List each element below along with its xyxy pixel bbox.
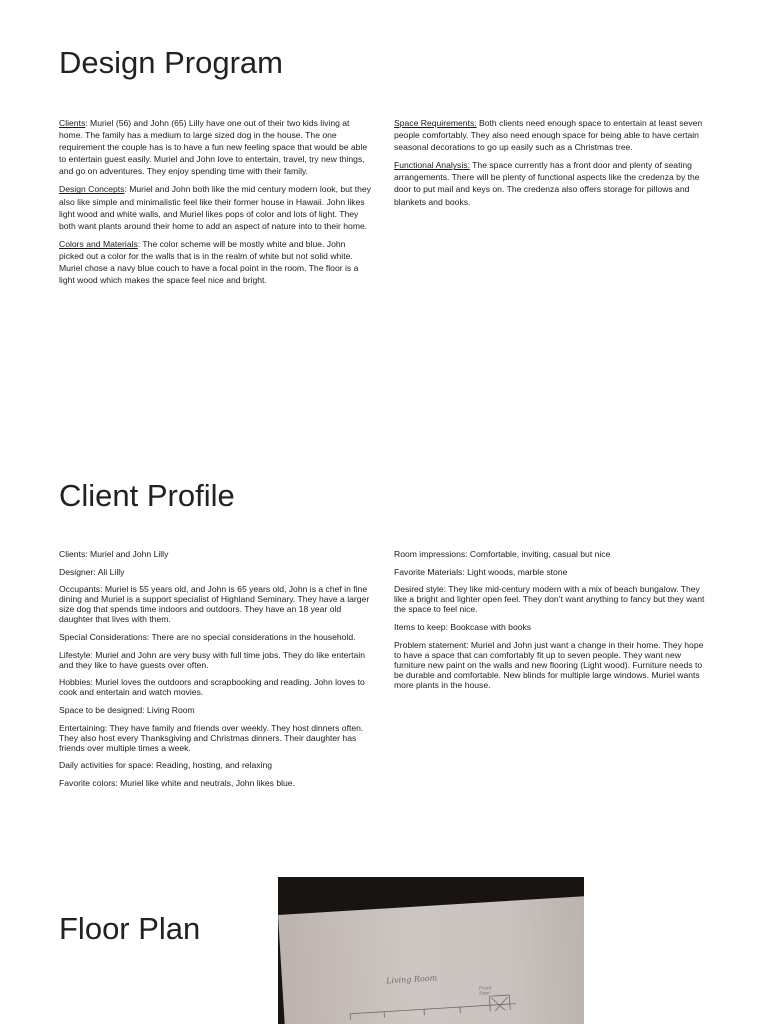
clients-paragraph	[59, 117, 371, 177]
profile-favorite-colors: Favorite colors: Muriel like white and neutrals, John likes blue.	[59, 778, 295, 788]
functional-analysis-label: Functional Analysis:	[394, 160, 470, 171]
floor-plan-title: Floor Plan	[59, 911, 201, 946]
design-concepts-label: Design Concepts	[59, 184, 125, 195]
design-program-left-column	[59, 117, 371, 292]
design-concepts-text: : Muriel and John both like the mid century modern look, but they also like simple and minimalistic feel like their former house in Hawaii. John likes light wood and white walls, and Muriel likes pops of color and lots of light. They both want plants around their home to add an aspect of nature into to their home.	[59, 184, 371, 231]
sketch-room-label: Living Room	[385, 973, 438, 986]
profile-hobbies: Hobbies: Muriel loves the outdoors and scrapbooking and reading. John loves to cook and entertain and watch movies.	[59, 677, 365, 698]
functional-analysis-paragraph	[394, 159, 710, 207]
functional-analysis-text: The space currently has a front door and plenty of seating arrangements. There will be plenty of functional aspects like the credenza by the door to put mail and keys on. The credenza also offers storage for pillows and blankets and books.	[394, 160, 700, 207]
profile-favorite-materials: Favorite Materials: Light woods, marble stone	[394, 566, 568, 577]
profile-entertaining: Entertaining: They have family and friends over weekly. They host dinners often. They also host every Thanksgiving and Christmas dinners. Their daughter has friends over multiple times a week.	[59, 722, 364, 753]
profile-daily-activities: Daily activities for space: Reading, hosting, and relaxing	[59, 760, 273, 771]
sketch-lines	[278, 877, 584, 1024]
space-requirements-paragraph	[394, 117, 710, 153]
colors-materials-label: Colors and Materials	[59, 238, 138, 249]
client-profile-left-column	[59, 549, 371, 796]
colors-materials-text: : The color scheme will be mostly white and blue. John picked out a color for the walls that is in the realm of white but not solid white. Muriel chose a navy blue couch to have a focal point in the room. The floor is a light wood which makes the space feel nice and bright.	[59, 238, 359, 286]
floor-plan-photo	[278, 877, 584, 1024]
profile-room-impressions: Room impressions: Comfortable, inviting, casual but nice	[394, 549, 611, 559]
profile-desired-style: Desired style: They like mid-century modern with a mix of beach bungalow. They like a bright and lighter open feel. They don’t want anything to fancy but they want the space to feel nice.	[394, 584, 705, 615]
client-profile-title: Client Profile	[59, 478, 235, 513]
floor-plan-sketch	[278, 877, 584, 1024]
sketch-wall-line	[489, 995, 509, 996]
profile-lifestyle: Lifestyle: Muriel and John are very busy with full time jobs. They do like entertain and they like to have guests over often.	[59, 649, 366, 670]
profile-occupants: Occupants: Muriel is 55 years old, and John is 65 years old, John is a chef in fine dining and Muriel is a support specialist of Highland Seminary. They have a larger size dog that spends time indoors and outdoors. They have an 18 year old daughter that lives with them.	[59, 584, 370, 625]
clients-text: : Muriel (56) and John (65) Lilly have one out of their two kids living at home. The family has a medium to large sized dog in the house. The one requirement the couple has is to have a fun new feeling space that would be able to entertain guest easily. Muriel and John love to entertain, travel, try new things, and go on adventures. They enjoy spending time with their family.	[59, 118, 368, 177]
space-requirements-text: Both clients need enough space to entertain at least seven people comfortably. They also need enough space for being able to have certain seasonal decorations to go up easily such as a Christmas tree.	[394, 118, 703, 153]
profile-designer: Designer: Ali Lilly	[59, 566, 125, 577]
profile-space-to-be-designed: Space to be designed: Living Room	[59, 705, 195, 716]
sketch-door-note: Front Door	[478, 986, 492, 997]
profile-special-considerations: Special Considerations: There are no special considerations in the household.	[59, 632, 356, 643]
design-program-title: Design Program	[59, 45, 283, 80]
design-program-right-column	[394, 117, 710, 214]
profile-problem-statement: Problem statement: Muriel and John just want a change in their home. They hope to have a space that can comfortably fit up to seven people. They want new furniture new paint on the walls and new flooring (Light wood). Furniture needs to be durable and comfortable. New blinds for multiple large windows. Muriel wants more plants in the house.	[394, 639, 704, 690]
design-concepts-paragraph	[59, 183, 371, 231]
clients-label: Clients	[59, 118, 86, 128]
profile-items-to-keep: Items to keep: Bookcase with books	[394, 621, 532, 632]
client-profile-right-column	[394, 549, 710, 698]
profile-clients: Clients: Muriel and John Lilly	[59, 549, 169, 559]
space-requirements-label: Space Requirements:	[394, 118, 477, 128]
colors-materials-paragraph	[59, 238, 371, 286]
